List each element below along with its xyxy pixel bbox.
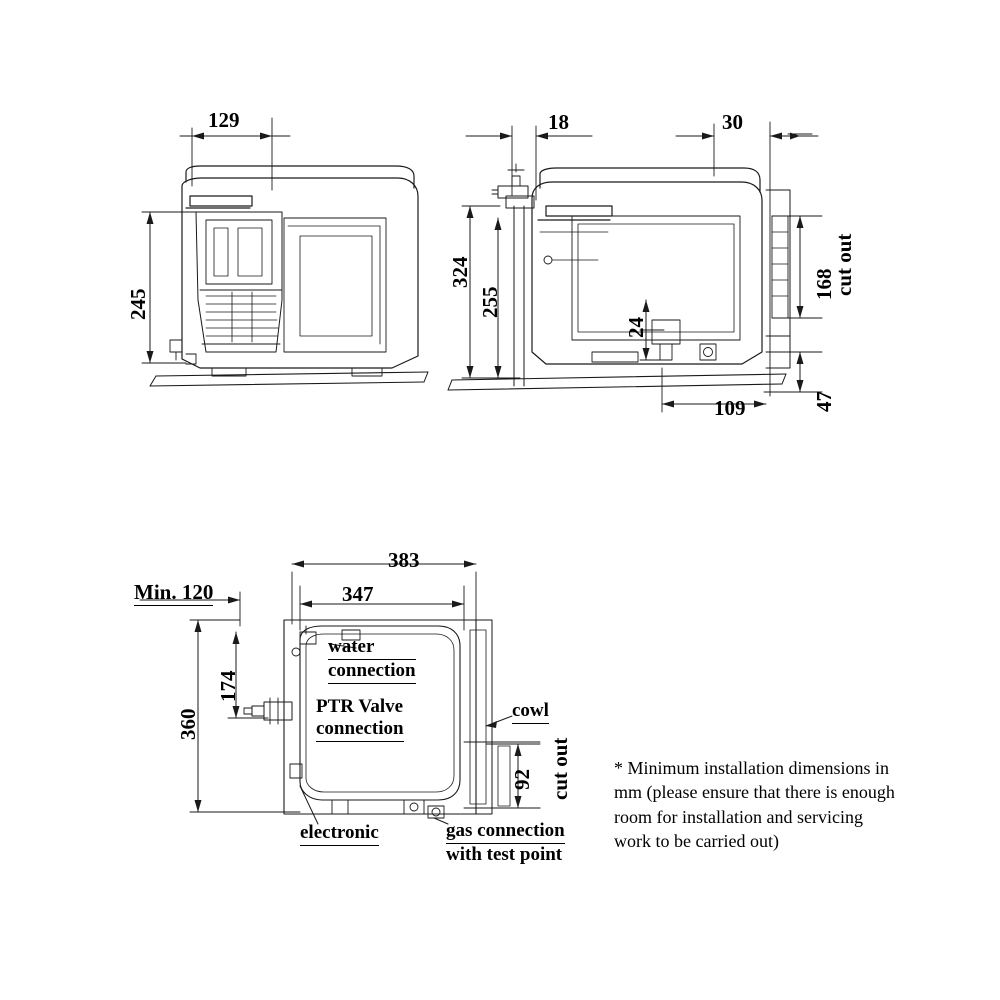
dimension-168: 168: [812, 268, 836, 300]
label-cut-out-front: cut out: [548, 737, 572, 800]
dimension-255: 255: [478, 286, 502, 318]
note-marker: *: [614, 758, 623, 778]
dimension-383: 383: [388, 548, 420, 572]
side-view-right-geometry: [448, 122, 822, 412]
installation-note: [614, 756, 900, 853]
dimension-18: 18: [548, 110, 569, 134]
dimension-324: 324: [448, 256, 472, 288]
callout-water-connection-line2: connection: [328, 660, 416, 684]
callout-gas-connection-line1: gas connection: [446, 820, 565, 844]
dimension-30: 30: [722, 110, 743, 134]
dimension-24: 24: [624, 317, 648, 338]
callout-gas-connection-line2: with test point: [446, 843, 563, 865]
dimension-92: 92: [510, 769, 534, 790]
dimension-360: 360: [176, 708, 200, 740]
note-body: Minimum installation dimensions in mm (please ensure that there is enough room for installation and servicing work to be carried out): [614, 758, 895, 851]
callout-ptr-valve-connection: [316, 696, 404, 742]
dimension-47: 47: [812, 391, 836, 412]
label-cut-out-right: cut out: [832, 233, 856, 296]
callout-water-connection: [328, 636, 416, 684]
dimension-129: 129: [208, 108, 240, 132]
callout-cowl: cowl: [512, 700, 549, 724]
callout-ptr-valve-line2: connection: [316, 718, 404, 742]
dimension-109: 109: [714, 396, 746, 420]
callout-ptr-valve-line1: PTR Valve: [316, 696, 404, 717]
callout-gas-connection: [446, 820, 565, 866]
dimension-245: 245: [126, 288, 150, 320]
side-view-left-geometry: [142, 118, 428, 386]
dimension-347: 347: [342, 582, 374, 606]
dimension-min-120: Min. 120: [134, 580, 213, 606]
callout-water-connection-line1: water: [328, 636, 416, 660]
dimension-174: 174: [216, 670, 240, 702]
callout-electronic: electronic: [300, 822, 379, 846]
